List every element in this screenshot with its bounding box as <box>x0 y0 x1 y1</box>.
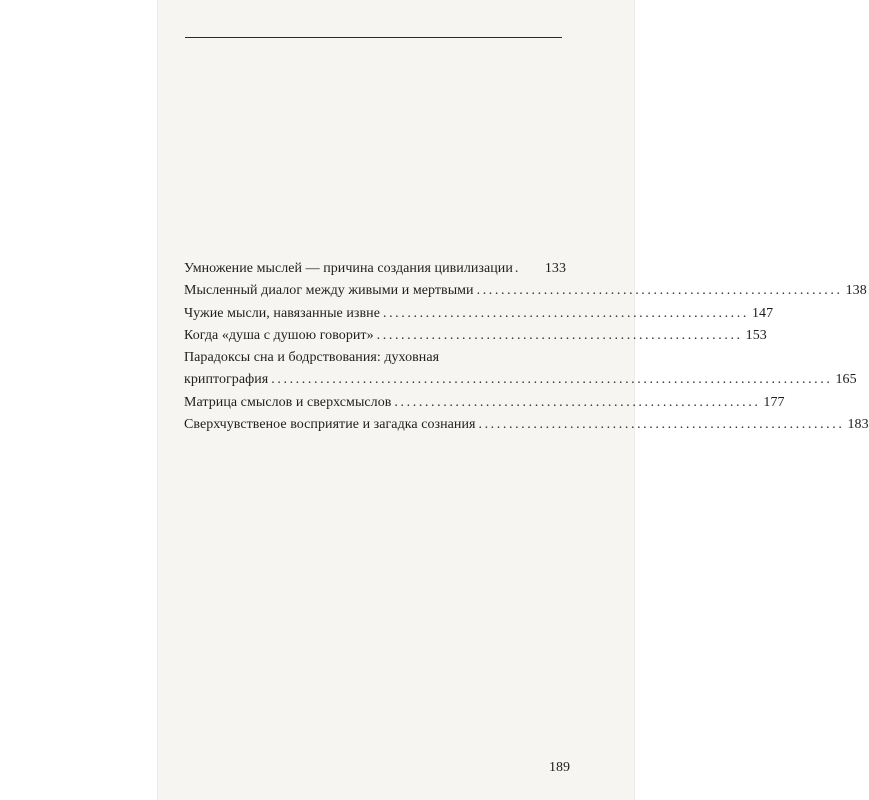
toc-entry-page: 138 <box>845 283 867 299</box>
toc-entry-title: Матрица смыслов и сверхсмыслов <box>184 394 392 410</box>
toc-entry-page: 183 <box>847 417 869 433</box>
toc-entry <box>184 369 857 391</box>
table-of-contents <box>184 258 869 436</box>
toc-entry-page: 153 <box>745 327 767 343</box>
toc-leader-dots: ............................................................ <box>478 417 845 433</box>
toc-leader-dots: ............................................................ <box>376 327 743 343</box>
toc-leader-dots: ............................................................................................ <box>271 372 833 388</box>
toc-entry-title: криптография <box>184 372 269 388</box>
toc-entry-title: Чужие мысли, навязанные извне <box>184 305 380 321</box>
toc-entry-title: Когда «душа с душою говорит» <box>184 327 374 343</box>
toc-leader-dots: ............................................................ <box>476 283 843 299</box>
toc-entry-title: Мысленный диалог между живыми и мертвыми <box>184 283 474 299</box>
toc-entry <box>184 303 774 325</box>
toc-entry-title: Умножение мыслей — причина создания цивилизации <box>184 261 513 276</box>
header-rule <box>185 37 562 38</box>
toc-leader-dots: ............................................................ <box>382 305 749 321</box>
toc-entry <box>184 414 869 436</box>
toc-entry-page: 165 <box>835 372 857 388</box>
toc-leader-dots: ............................................................ <box>394 394 761 410</box>
toc-entry <box>184 280 867 302</box>
toc-entry <box>184 258 566 280</box>
toc-entry <box>184 392 785 414</box>
toc-leader-dots: . <box>514 261 520 276</box>
toc-entry-page: 147 <box>751 305 774 321</box>
toc-entry <box>184 347 566 369</box>
toc-entry-page: 177 <box>763 394 785 410</box>
toc-entry-title: Парадоксы сна и бодрствования: духовная <box>184 350 440 366</box>
toc-entry-title: Сверхчувственое восприятие и загадка сознания <box>184 417 476 433</box>
toc-entry <box>184 325 767 347</box>
page-number: 189 <box>549 760 570 775</box>
toc-entry-page: 133 <box>544 261 566 276</box>
